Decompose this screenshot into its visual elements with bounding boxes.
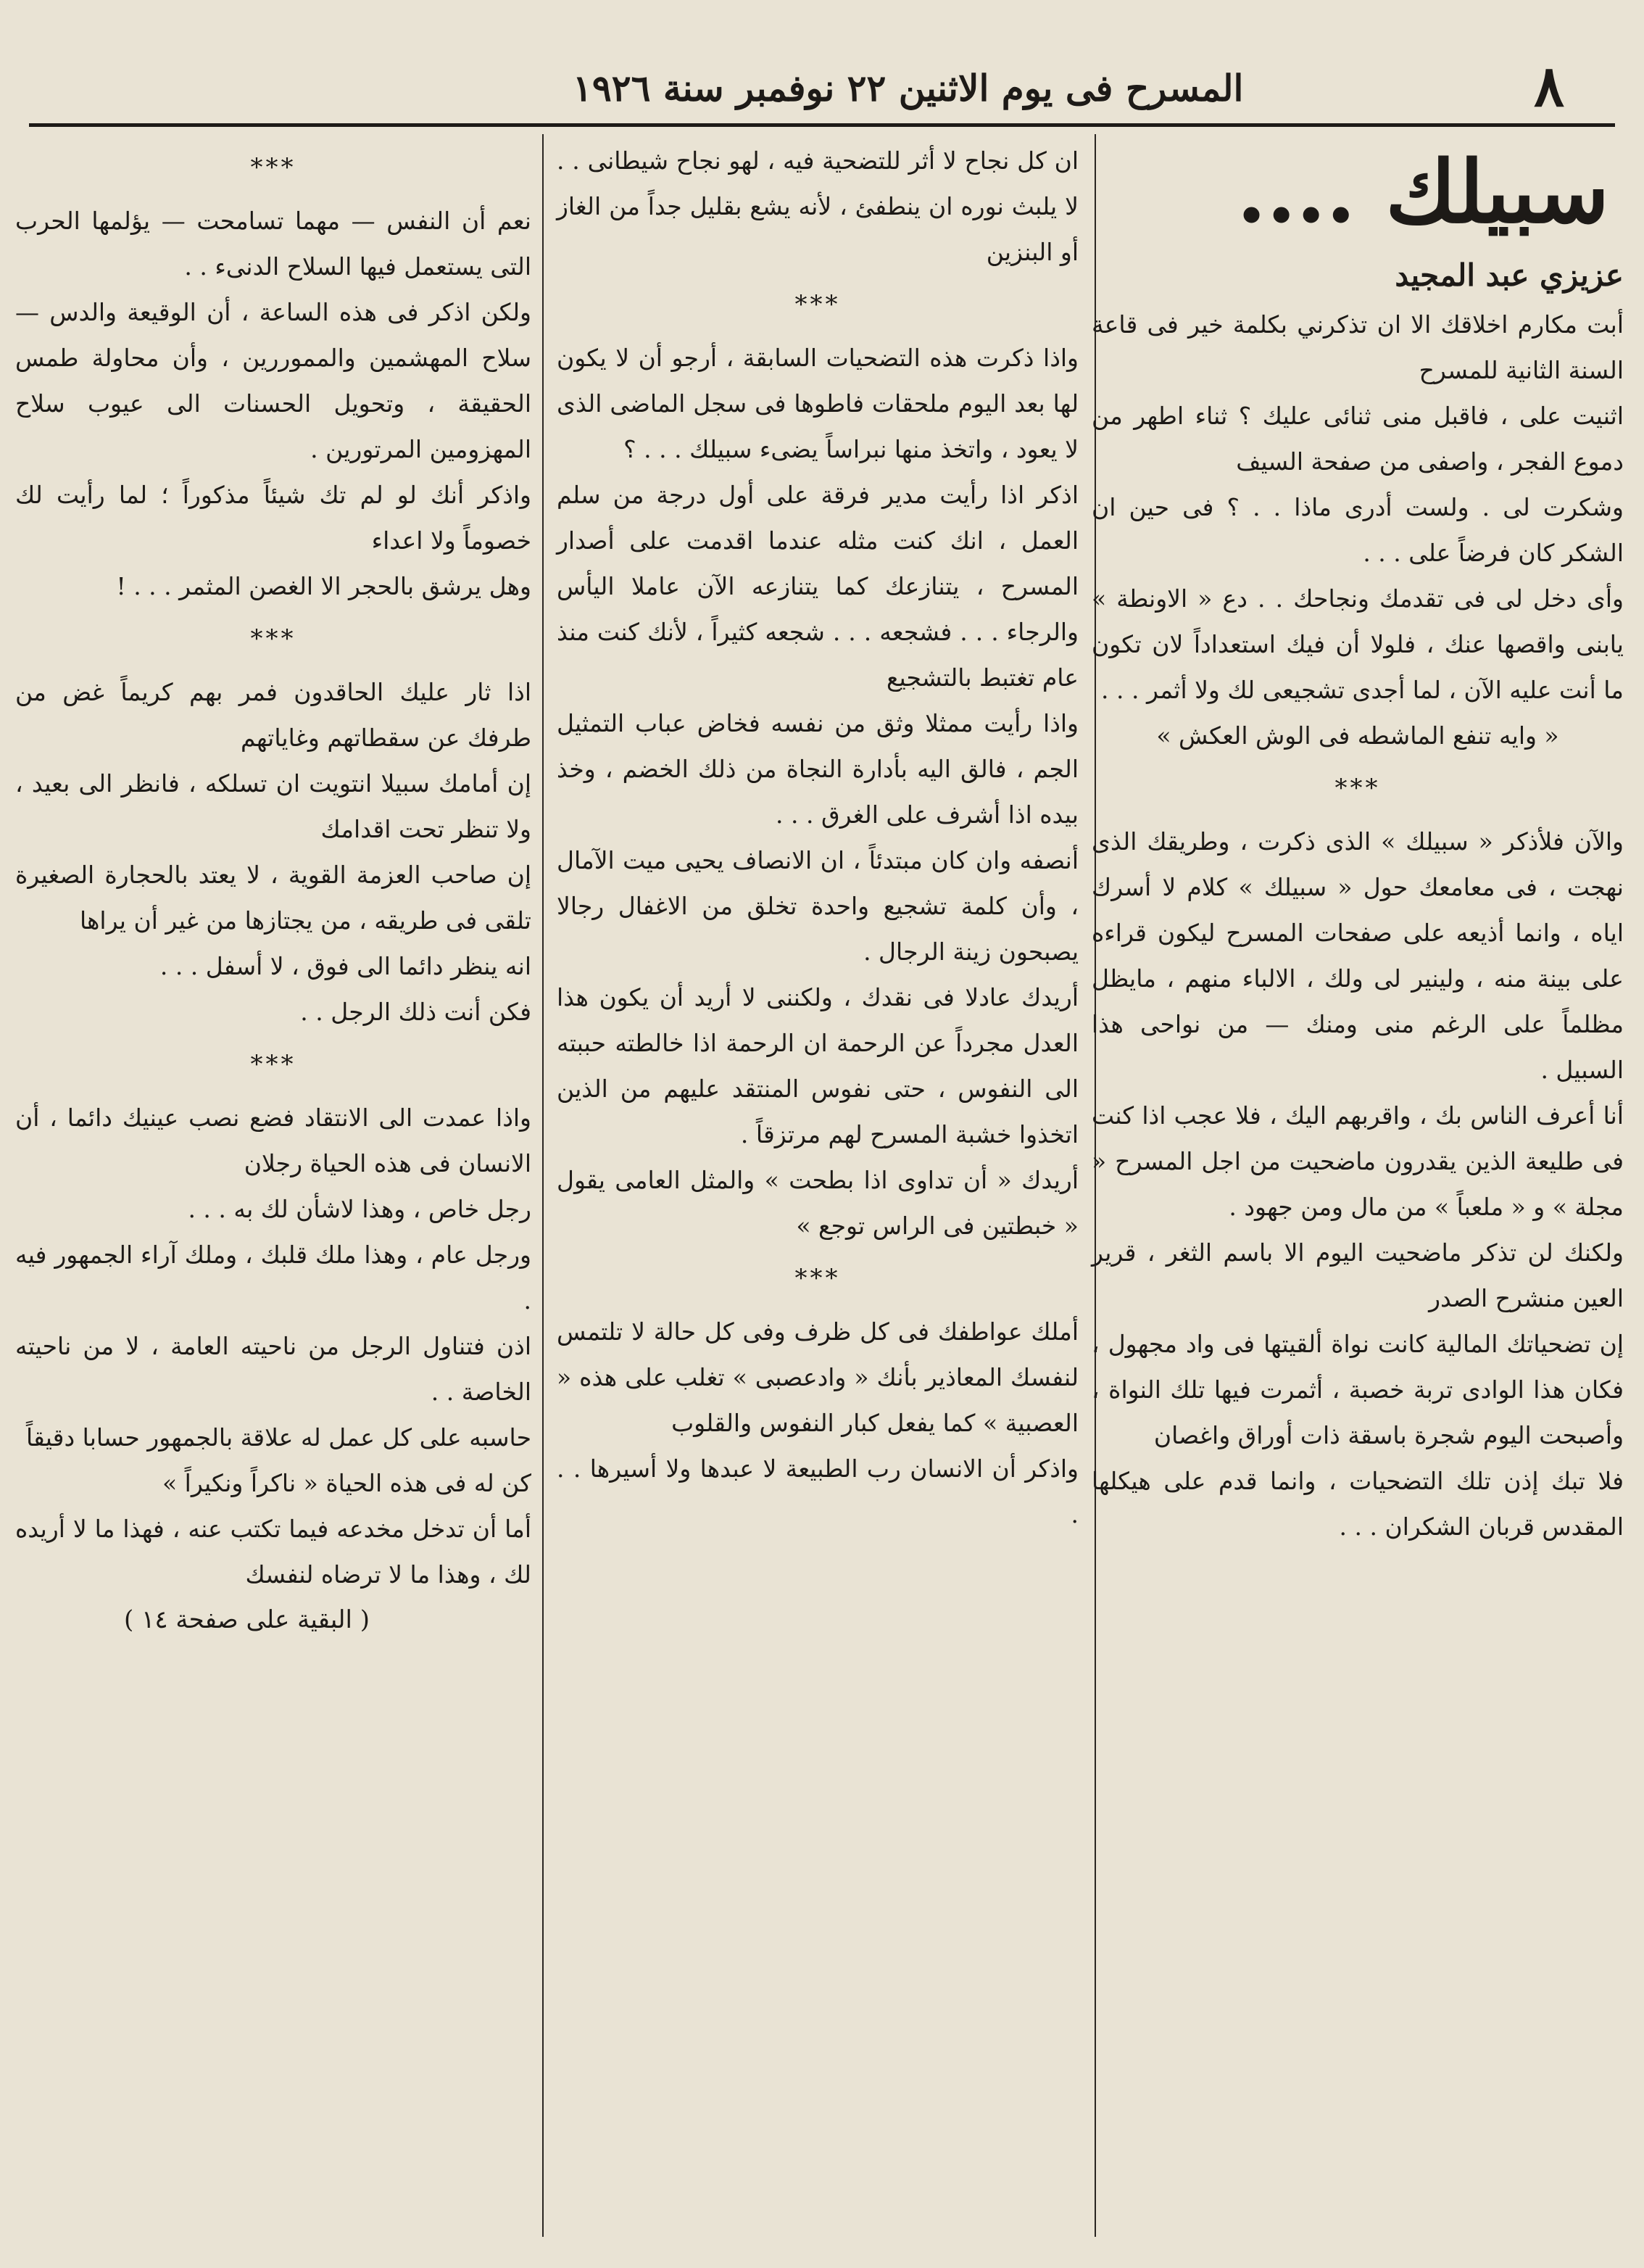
paragraph: أنصفه وان كان مبتدئاً ، ان الانصاف يحيى ميت الآمال ، وأن كلمة تشجيع واحدة تخلق من الاغفال رجالا يصبحون زينة الرجال .	[557, 846, 1079, 966]
page-header	[29, 51, 1615, 127]
paragraph: اثنيت على ، فاقبل منى ثنائى عليك ؟ ثناء اطهر من دموع الفجر ، واصفى من صفحة السيف	[1092, 402, 1624, 476]
article-title: سبيلك ....	[1236, 141, 1609, 242]
section-separator: ***	[250, 153, 296, 182]
paragraph: ولكنك لن تذكر ماضحيت اليوم الا باسم الثغر ، قرير العين منشرح الصدر	[1092, 1238, 1624, 1312]
paragraph: فلا تبك إذن تلك التضحيات ، وانما قدم على هيكلها المقدس قربان الشكران . . .	[1092, 1467, 1624, 1541]
section-separator: ***	[794, 290, 841, 319]
column-right	[1092, 138, 1624, 1549]
column-rule	[542, 134, 544, 2237]
paragraph: أنا أعرف الناس بك ، واقربهم اليك ، فلا عجب اذا كنت فى طليعة الذين يقدرون ماضحيت من اجل المسرح « مجلة » و « ملعباً » من مال ومن جهود .	[1092, 1101, 1624, 1221]
paragraph: أما أن تدخل مخدعه فيما تكتب عنه ، فهذا ما لا أريده لك ، وهذا ما لا ترضاه لنفسك	[15, 1515, 531, 1589]
paragraph: واذكر أن الانسان رب الطبيعة لا عبدها ولا أسيرها . . .	[557, 1454, 1079, 1528]
paragraph: انه ينظر دائما الى فوق ، لا أسفل . . .	[159, 952, 531, 980]
paragraph: أريدك عادلا فى نقدك ، ولكننى لا أريد أن يكون هذا العدل مجرداً عن الرحمة ان الرحمة اذا خالطته حببته الى النفوس ، حتى نفوس المنتقد عليهم من الذين اتخذوا خشبة المسرح لهم مرتزقاً .	[557, 983, 1079, 1149]
paragraph: وشكرت لى . ولست أدرى ماذا . . ؟ فى حين ان الشكر كان فرضاً على . . .	[1092, 493, 1624, 567]
paragraph: « وايه تنفع الماشطه فى الوش العكش »	[1156, 721, 1559, 750]
section-separator: ***	[250, 1050, 296, 1079]
paragraph: إن تضحياتك المالية كانت نواة ألقيتها فى واد مجهول ، فكان هذا الوادى تربة خصبة ، أثمرت فيها تلك النواة ، وأصبحت اليوم شجرة باسقة ذات أوراق واغصان	[1092, 1330, 1624, 1449]
paragraph: كن له فى هذه الحياة « ناكراً ونكيراً »	[162, 1469, 531, 1497]
paragraph: ان كل نجاح لا أثر للتضحية فيه ، لهو نجاح شيطانى . . لا يلبث نوره ان ينطفئ ، لأنه يشع بقليل جداً من الغاز أو البنزين	[557, 146, 1079, 266]
paragraph: أملك عواطفك فى كل ظرف وفى كل حالة لا تلتمس لنفسك المعاذير بأنك « وادعصبى » تغلب على هذه « العصبية » كما يفعل كبار النفوس والقلوب	[557, 1317, 1079, 1437]
byline: عزيزي عبد المجيد	[1395, 257, 1624, 293]
paragraph: والآن فلأذكر « سبيلك » الذى ذكرت ، وطريقك الذى نهجت ، فى معامعك حول « سبيلك » كلام لا أسرك اياه ، وانما أذيعه على صفحات المسرح ليكون قراءه على بينة منه ، ولينير لى ولك ، الالباء منهم ، مايظل مظلماً على الرغم منى ومنك — من نواحى هذا السبيل .	[1092, 827, 1624, 1084]
paragraph: واذكر أنك لو لم تك شيئاً مذكوراً ؛ لما رأيت لك خصوماً ولا اعداء	[15, 481, 531, 555]
column-left	[15, 138, 531, 1643]
running-title: المسرح فى يوم الاثنين ٢٢ نوفمبر سنة ١٩٢٦	[573, 67, 1244, 109]
section-separator: ***	[1334, 774, 1381, 803]
paragraph: وأى دخل لى فى تقدمك ونجاحك . . دع « الاونطة » يابنى واقصها عنك ، فلولا أن فيك استعداداً لان تكون ما أنت عليه الآن ، لما أجدى تشجيعى لك ولا أثمر . . .	[1092, 584, 1624, 704]
section-separator: ***	[794, 1264, 841, 1293]
page-number: ٨	[1534, 54, 1564, 120]
paragraph: إن صاحب العزمة القوية ، لا يعتد بالحجارة الصغيرة تلقى فى طريقه ، من يجتازها من غير أن يراها	[15, 861, 531, 935]
paragraph: اذن فتناول الرجل من ناحيته العامة ، لا من ناحيته الخاصة . .	[15, 1332, 531, 1406]
paragraph: أريدك « أن تداوى اذا بطحت » والمثل العامى يقول « خبطتين فى الراس توجع »	[557, 1166, 1079, 1240]
continuation-note: ( البقية على صفحة ١٤ )	[124, 1605, 370, 1634]
paragraph: نعم أن النفس — مهما تسامحت — يؤلمها الحرب التى يستعمل فيها السلاح الدنىء . .	[15, 207, 531, 281]
paragraph: أبت مكارم اخلاقك الا ان تذكرني بكلمة خير فى قاعة السنة الثانية للمسرح	[1092, 310, 1624, 384]
section-separator: ***	[250, 624, 296, 653]
paragraph: رجل خاص ، وهذا لاشأن لك به . . .	[188, 1195, 531, 1223]
paragraph: واذا ذكرت هذه التضحيات السابقة ، أرجو أن لا يكون لها بعد اليوم ملحقات فاطوها فى سجل الماضى الذى لا يعود ، واتخذ منها نبراساً يضىء سبيلك . . . ؟	[557, 344, 1079, 463]
paragraph: إن أمامك سبيلا انتويت ان تسلكه ، فانظر الى بعيد ، ولا تنظر تحت اقدامك	[15, 769, 531, 843]
column-middle	[557, 138, 1079, 1537]
paragraph: ورجل عام ، وهذا ملك قلبك ، وملك آراء الجمهور فيه .	[15, 1241, 531, 1315]
paragraph: فكن أنت ذلك الرجل . .	[300, 998, 531, 1026]
paragraph: اذكر اذا رأيت مدير فرقة على أول درجة من سلم العمل ، انك كنت مثله عندما اقدمت على أصدار المسرح ، يتنازعك كما يتنازعه الآن عاملا اليأس والرجاء . . . فشجعه . . . شجعه كثيراً ، لأنك كنت منذ عام تغتبط بالتشجيع	[557, 481, 1079, 692]
paragraph: واذا رأيت ممثلا وثق من نفسه فخاض عباب التمثيل الجم ، فالق اليه بأدارة النجاة من ذلك الخضم ، وخذ بيده اذا أشرف على الغرق . . .	[557, 709, 1079, 829]
paragraph: وهل يرشق بالحجر الا الغصن المثمر . . . !	[116, 572, 531, 600]
paragraph: واذا عمدت الى الانتقاد فضع نصب عينيك دائما ، أن الانسان فى هذه الحياة رجلان	[15, 1104, 531, 1178]
paragraph: حاسبه على كل عمل له علاقة بالجمهور حسابا دقيقاً	[25, 1423, 531, 1452]
paragraph: اذا ثار عليك الحاقدون فمر بهم كريماً غض من طرفك عن سقطاتهم وغاياتهم	[15, 678, 531, 752]
paragraph: ولكن اذكر فى هذه الساعة ، أن الوقيعة والدس — سلاح المهشمين والمموررين ، وأن محاولة طمس الحقيقة ، وتحويل الحسنات الى عيوب سلاح المهزومين المرتورين .	[15, 298, 531, 463]
